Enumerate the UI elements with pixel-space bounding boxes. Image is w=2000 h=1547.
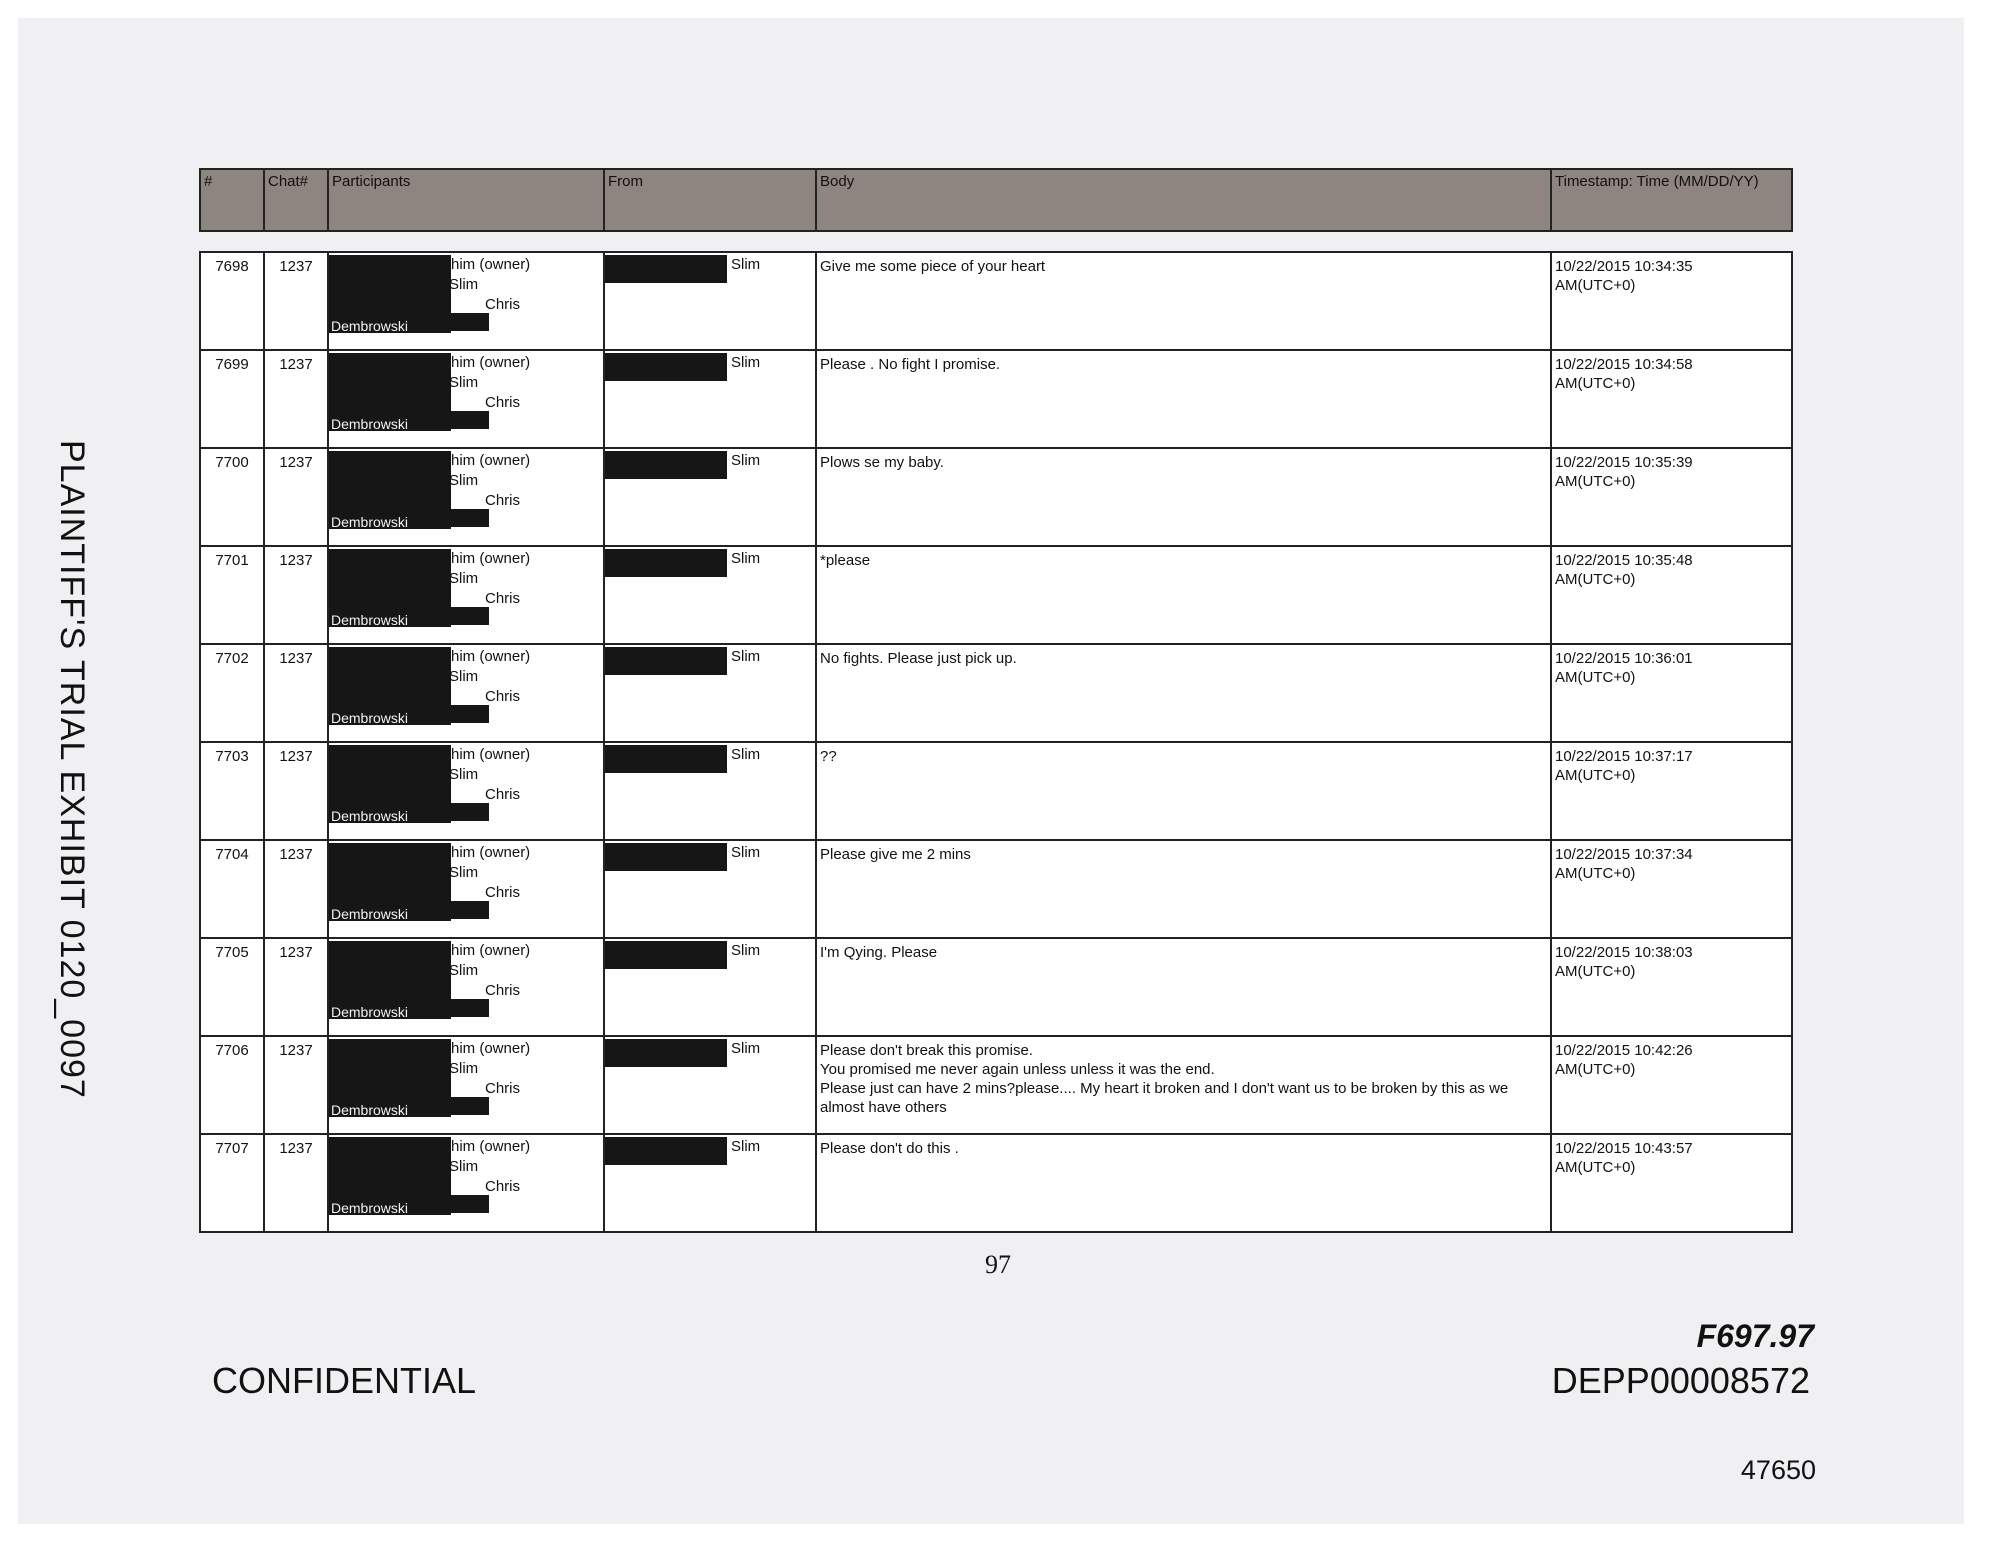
header-timestamp: Timestamp: Time (MM/DD/YY) xyxy=(1551,169,1792,231)
redaction-block xyxy=(605,1039,727,1067)
cell-participants xyxy=(328,938,604,1036)
cell-timestamp xyxy=(1551,840,1792,938)
cell-timestamp xyxy=(1551,644,1792,742)
participant-surname: Dembrowski xyxy=(331,710,409,726)
table-header xyxy=(199,168,1793,232)
header-from: From xyxy=(604,169,816,231)
message-body: Please . No fight I promise. xyxy=(820,356,1001,373)
cell-from xyxy=(604,938,816,1036)
row-number: 7700 xyxy=(215,454,249,471)
header-index: # xyxy=(200,169,264,231)
cell-timestamp xyxy=(1551,252,1792,350)
cell-participants xyxy=(328,252,604,350)
timestamp-date: 10/22/2015 10:43:57 xyxy=(1555,1140,1693,1157)
from-name: Slim xyxy=(731,354,761,371)
cell-index xyxy=(200,742,264,840)
participant-slim: Slim xyxy=(449,1060,479,1077)
timestamp-zone: AM(UTC+0) xyxy=(1555,277,1636,294)
row-number: 7707 xyxy=(215,1140,249,1157)
from-name: Slim xyxy=(731,1040,761,1057)
timestamp-date: 10/22/2015 10:38:03 xyxy=(1555,944,1693,961)
participant-slim: Slim xyxy=(449,276,479,293)
table-row xyxy=(200,840,1792,938)
redaction-block xyxy=(605,451,727,479)
cell-body xyxy=(816,938,1551,1036)
timestamp-date: 10/22/2015 10:36:01 xyxy=(1555,650,1693,667)
cell-from xyxy=(604,644,816,742)
cell-participants xyxy=(328,546,604,644)
redaction-block xyxy=(605,1137,727,1165)
participant-slim: Slim xyxy=(449,668,479,685)
from-name: Slim xyxy=(731,1138,761,1155)
redaction-block xyxy=(605,647,727,675)
participant-slim: Slim xyxy=(449,766,479,783)
page-number: 97 xyxy=(985,1250,1011,1279)
cell-index xyxy=(200,938,264,1036)
cell-index xyxy=(200,644,264,742)
exhibit-stamp: F697.97 xyxy=(1696,1318,1814,1354)
cell-participants xyxy=(328,840,604,938)
timestamp-zone: AM(UTC+0) xyxy=(1555,571,1636,588)
participant-surname: Dembrowski xyxy=(331,318,409,334)
participant-chris: Chris xyxy=(485,296,521,313)
row-number: 7701 xyxy=(215,552,249,569)
participant-slim: Slim xyxy=(449,472,479,489)
cell-index xyxy=(200,1134,264,1232)
redaction-block xyxy=(605,549,727,577)
participant-chris: Chris xyxy=(485,884,521,901)
participant-chris: Chris xyxy=(485,590,521,607)
timestamp-date: 10/22/2015 10:35:48 xyxy=(1555,552,1693,569)
chat-number: 1237 xyxy=(279,1042,313,1059)
table-row xyxy=(200,742,1792,840)
cell-timestamp xyxy=(1551,1036,1792,1134)
from-name: Slim xyxy=(731,844,761,861)
participant-owner: him (owner) xyxy=(451,844,531,861)
from-name: Slim xyxy=(731,452,761,469)
redaction-block xyxy=(605,745,727,773)
cell-participants xyxy=(328,1036,604,1134)
timestamp-zone: AM(UTC+0) xyxy=(1555,1061,1636,1078)
cell-participants xyxy=(328,350,604,448)
from-name: Slim xyxy=(731,256,761,273)
cell-chat xyxy=(264,644,328,742)
participant-chris: Chris xyxy=(485,982,521,999)
redaction-block xyxy=(605,353,727,381)
confidential-label: CONFIDENTIAL xyxy=(212,1360,477,1401)
timestamp-zone: AM(UTC+0) xyxy=(1555,375,1636,392)
participant-owner: him (owner) xyxy=(451,550,531,567)
cell-body xyxy=(816,350,1551,448)
cell-chat xyxy=(264,448,328,546)
redaction-block xyxy=(605,255,727,283)
cell-from xyxy=(604,1036,816,1134)
table-row xyxy=(200,1036,1792,1134)
table-row xyxy=(200,252,1792,350)
timestamp-zone: AM(UTC+0) xyxy=(1555,1159,1636,1176)
row-number: 7703 xyxy=(215,748,249,765)
table-row xyxy=(200,938,1792,1036)
participant-slim: Slim xyxy=(449,962,479,979)
participant-owner: him (owner) xyxy=(451,256,531,273)
exhibit-side-label: PLAINTIFF'S TRIAL EXHIBIT 0120_0097 xyxy=(53,440,91,1099)
timestamp-date: 10/22/2015 10:37:34 xyxy=(1555,846,1693,863)
cell-chat xyxy=(264,1134,328,1232)
cell-body xyxy=(816,448,1551,546)
participant-surname: Dembrowski xyxy=(331,416,409,432)
timestamp-zone: AM(UTC+0) xyxy=(1555,473,1636,490)
timestamp-zone: AM(UTC+0) xyxy=(1555,865,1636,882)
message-body: Please give me 2 mins xyxy=(820,846,971,863)
cell-index xyxy=(200,448,264,546)
table-row xyxy=(200,448,1792,546)
cell-from xyxy=(604,252,816,350)
participant-slim: Slim xyxy=(449,864,479,881)
messages-table xyxy=(199,251,1793,1233)
cell-chat xyxy=(264,938,328,1036)
table-row xyxy=(200,1134,1792,1232)
participant-surname: Dembrowski xyxy=(331,1200,409,1216)
table-row xyxy=(200,546,1792,644)
timestamp-date: 10/22/2015 10:37:17 xyxy=(1555,748,1693,765)
participant-surname: Dembrowski xyxy=(331,612,409,628)
cell-body xyxy=(816,252,1551,350)
chat-number: 1237 xyxy=(279,258,313,275)
cell-from xyxy=(604,1134,816,1232)
participant-chris: Chris xyxy=(485,394,521,411)
cell-participants xyxy=(328,742,604,840)
cell-body xyxy=(816,546,1551,644)
row-number: 7698 xyxy=(215,258,249,275)
table-row xyxy=(200,644,1792,742)
cell-index xyxy=(200,546,264,644)
participant-owner: him (owner) xyxy=(451,942,531,959)
chat-number: 1237 xyxy=(279,748,313,765)
participant-owner: him (owner) xyxy=(451,746,531,763)
timestamp-zone: AM(UTC+0) xyxy=(1555,669,1636,686)
cell-chat xyxy=(264,350,328,448)
row-number: 7705 xyxy=(215,944,249,961)
reference-number: 47650 xyxy=(1740,1455,1816,1485)
cell-participants xyxy=(328,644,604,742)
cell-body xyxy=(816,1036,1551,1134)
timestamp-date: 10/22/2015 10:42:26 xyxy=(1555,1042,1693,1059)
participant-owner: him (owner) xyxy=(451,354,531,371)
cell-timestamp xyxy=(1551,1134,1792,1232)
from-name: Slim xyxy=(731,746,761,763)
participant-owner: him (owner) xyxy=(451,1040,531,1057)
participant-surname: Dembrowski xyxy=(331,1102,409,1118)
redaction-block xyxy=(605,843,727,871)
message-body: No fights. Please just pick up. xyxy=(820,650,1017,667)
participant-chris: Chris xyxy=(485,786,521,803)
cell-body xyxy=(816,1134,1551,1232)
cell-body xyxy=(816,840,1551,938)
participant-slim: Slim xyxy=(449,570,479,587)
participant-slim: Slim xyxy=(449,374,479,391)
cell-index xyxy=(200,1036,264,1134)
row-number: 7699 xyxy=(215,356,249,373)
participant-surname: Dembrowski xyxy=(331,808,409,824)
participant-chris: Chris xyxy=(485,688,521,705)
chat-number: 1237 xyxy=(279,454,313,471)
header-participants: Participants xyxy=(328,169,604,231)
cell-index xyxy=(200,252,264,350)
chat-number: 1237 xyxy=(279,552,313,569)
cell-chat xyxy=(264,840,328,938)
header-chat: Chat# xyxy=(264,169,328,231)
cell-participants xyxy=(328,1134,604,1232)
cell-from xyxy=(604,840,816,938)
cell-index xyxy=(200,350,264,448)
cell-from xyxy=(604,546,816,644)
cell-chat xyxy=(264,546,328,644)
participant-surname: Dembrowski xyxy=(331,906,409,922)
participant-chris: Chris xyxy=(485,1080,521,1097)
participant-owner: him (owner) xyxy=(451,452,531,469)
cell-timestamp xyxy=(1551,742,1792,840)
participant-slim: Slim xyxy=(449,1158,479,1175)
from-name: Slim xyxy=(731,550,761,567)
chat-number: 1237 xyxy=(279,1140,313,1157)
participant-surname: Dembrowski xyxy=(331,514,409,530)
timestamp-zone: AM(UTC+0) xyxy=(1555,963,1636,980)
cell-chat xyxy=(264,742,328,840)
cell-timestamp xyxy=(1551,448,1792,546)
message-body: Plows se my baby. xyxy=(820,454,944,471)
message-body: *please xyxy=(820,552,871,569)
cell-timestamp xyxy=(1551,938,1792,1036)
cell-index xyxy=(200,840,264,938)
cell-body xyxy=(816,644,1551,742)
chat-number: 1237 xyxy=(279,650,313,667)
chat-number: 1237 xyxy=(279,944,313,961)
participant-surname: Dembrowski xyxy=(331,1004,409,1020)
participant-chris: Chris xyxy=(485,492,521,509)
cell-body xyxy=(816,742,1551,840)
participant-chris: Chris xyxy=(485,1178,521,1195)
timestamp-zone: AM(UTC+0) xyxy=(1555,767,1636,784)
header-body: Body xyxy=(816,169,1551,231)
cell-from xyxy=(604,742,816,840)
row-number: 7706 xyxy=(215,1042,249,1059)
chat-number: 1237 xyxy=(279,846,313,863)
redaction-block xyxy=(605,941,727,969)
bates-number: DEPP00008572 xyxy=(1551,1360,1810,1401)
chat-number: 1237 xyxy=(279,356,313,373)
from-name: Slim xyxy=(731,942,761,959)
timestamp-date: 10/22/2015 10:35:39 xyxy=(1555,454,1693,471)
cell-chat xyxy=(264,252,328,350)
table-row xyxy=(200,350,1792,448)
timestamp-date: 10/22/2015 10:34:35 xyxy=(1555,258,1693,275)
cell-from xyxy=(604,350,816,448)
timestamp-date: 10/22/2015 10:34:58 xyxy=(1555,356,1693,373)
cell-chat xyxy=(264,1036,328,1134)
row-number: 7704 xyxy=(215,846,249,863)
message-body: ?? xyxy=(820,748,837,765)
from-name: Slim xyxy=(731,648,761,665)
cell-from xyxy=(604,448,816,546)
message-body: Give me some piece of your heart xyxy=(820,258,1046,275)
message-body: I'm Qying. Please xyxy=(820,944,938,961)
cell-timestamp xyxy=(1551,350,1792,448)
message-body: Please don't break this promise. You promised me never again unless unless it was the end. Please just can have 2 mins?please.... My heart it broken and I don't want us to be broken by this as we almost have others xyxy=(820,1042,1509,1116)
messages-table-body xyxy=(200,252,1792,1232)
participant-owner: him (owner) xyxy=(451,648,531,665)
participant-owner: him (owner) xyxy=(451,1138,531,1155)
row-number: 7702 xyxy=(215,650,249,667)
message-body: Please don't do this . xyxy=(820,1140,959,1157)
cell-participants xyxy=(328,448,604,546)
cell-timestamp xyxy=(1551,546,1792,644)
